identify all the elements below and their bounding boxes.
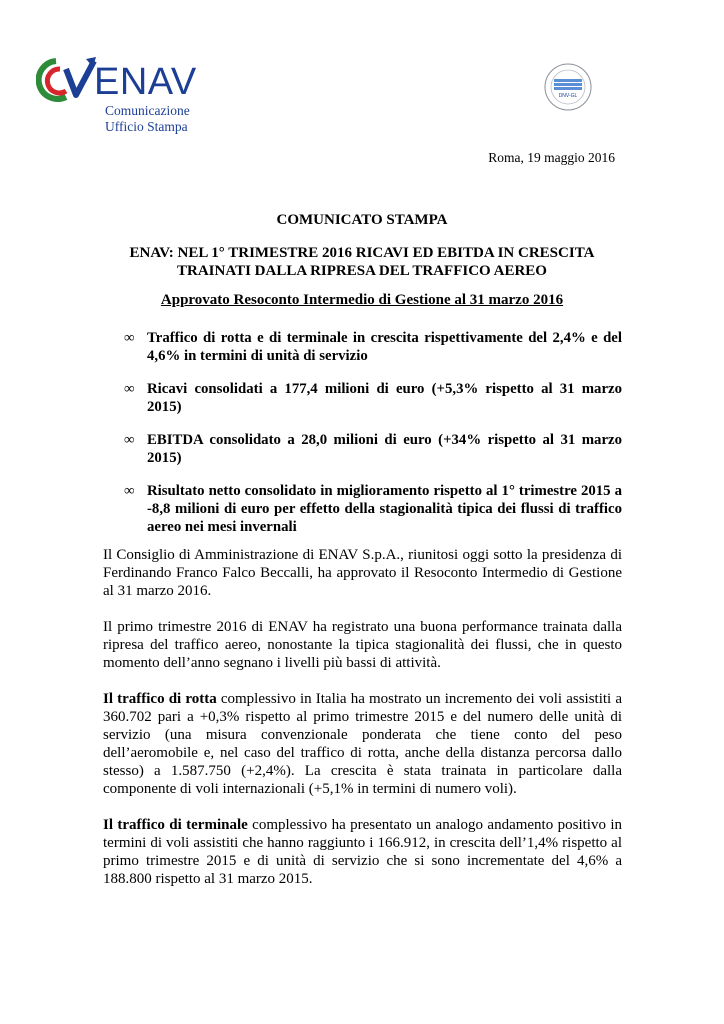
highlight-text: Ricavi consolidati a 177,4 milioni di euro (+5,3% rispetto al 31 marzo 2015) [147, 381, 622, 415]
cert-label: DNV-GL [558, 93, 578, 99]
infinity-bullet-icon: ∞ [124, 330, 135, 346]
logo-wordmark: ENAV [94, 61, 197, 103]
highlight-item [124, 431, 622, 467]
headline [0, 244, 724, 280]
headline-line1: ENAV: NEL 1° TRIMESTRE 2016 RICAVI ED EBITDA IN CRESCITA [129, 245, 595, 261]
highlight-text: EBITDA consolidato a 28,0 milioni di euro (+34% rispetto al 31 marzo 2015) [147, 432, 622, 466]
document-heading: COMUNICATO STAMPA [276, 212, 448, 228]
logo-subtitle-line2: Ufficio Stampa [105, 119, 188, 134]
highlights-list [124, 329, 622, 551]
headline-line2: TRAINATI DALLA RIPRESA DEL TRAFFICO AEREO [177, 263, 547, 279]
highlight-item [124, 380, 622, 416]
paragraph-terminal-traffic [103, 816, 622, 888]
certification-seal-icon [543, 62, 593, 112]
paragraph-performance: Il primo trimestre 2016 di ENAV ha registrato una buona performance trainata dalla ripresa del traffico aereo, nonostante la tipica stagionalità dei flussi, che in questo momento dell’anno segnano i livelli più bassi di attività. [103, 619, 622, 671]
terminal-traffic-text: complessivo ha presentato un analogo andamento positivo in termini di voli assistiti che hanno raggiunto i 166.912, in crescita dell’1,4% rispetto al primo trimestre 2015 e di unità di servizio che si sono incrementate del 4,6% a 188.800 rispetto al 31 marzo 2015. [103, 817, 622, 887]
infinity-bullet-icon: ∞ [124, 381, 135, 397]
logo-subtitle-line1: Comunicazione [105, 103, 190, 118]
infinity-bullet-icon: ∞ [124, 432, 135, 448]
highlight-item [124, 482, 622, 536]
body-text [103, 546, 622, 906]
infinity-bullet-icon: ∞ [124, 483, 135, 499]
subheadline: Approvato Resoconto Intermedio di Gestione al 31 marzo 2016 [160, 292, 564, 308]
enav-logo [36, 55, 206, 135]
highlight-text: Risultato netto consolidato in miglioramento rispetto al 1° trimestre 2015 a -8,8 milioni di euro per effetto della stagionalità tipica dei flussi di traffico aereo nei mesi invernali [147, 483, 622, 535]
logo-subtitle [105, 103, 190, 135]
terminal-traffic-lead: Il traffico di terminale [103, 817, 248, 833]
paragraph-route-traffic [103, 690, 622, 798]
route-traffic-lead: Il traffico di rotta [103, 691, 217, 707]
route-traffic-text: complessivo in Italia ha mostrato un incremento dei voli assistiti a 360.702 pari a +0,3% rispetto al primo trimestre 2015 e del numero delle unità di servizio (una misura convenzionale ponderata che tiene conto del peso dell’aeromobile e, nel caso del traffico di rotta, anche della distanza percorsa dallo stesso) a 1.587.750 (+2,4%). La crescita è stata trainata in particolare dalla componente di voli internazionali (+5,1% in termini di numero voli). [103, 691, 622, 797]
release-date: Roma, 19 maggio 2016 [488, 150, 615, 165]
highlight-text: Traffico di rotta e di terminale in crescita rispettivamente del 2,4% e del 4,6% in termini di unità di servizio [147, 330, 622, 364]
paragraph-board-approval: Il Consiglio di Amministrazione di ENAV S.p.A., riunitosi oggi sotto la presidenza di Ferdinando Franco Falco Beccalli, ha approvato il Resoconto Intermedio di Gestione al 31 marzo 2016. [103, 547, 622, 599]
enav-logo-mark-icon [36, 55, 98, 107]
highlight-item [124, 329, 622, 365]
